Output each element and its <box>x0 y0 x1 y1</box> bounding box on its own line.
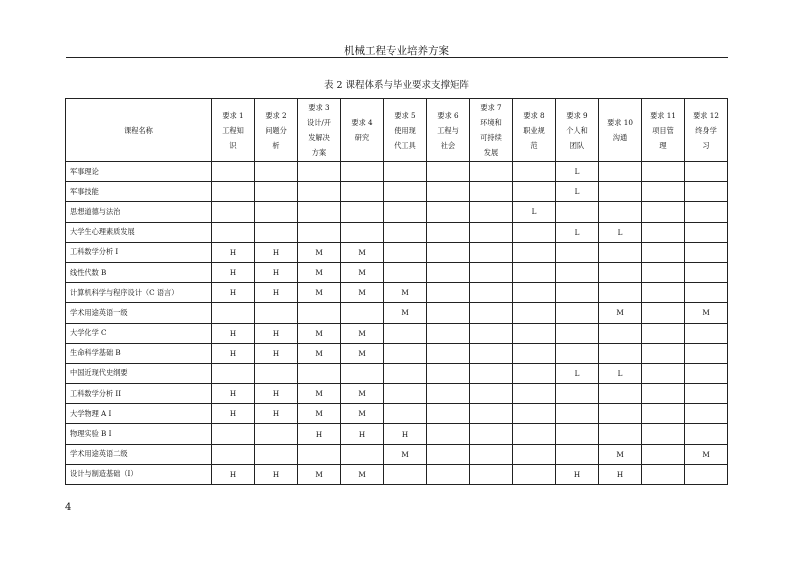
requirement-header-line: 可持续 <box>480 133 502 142</box>
support-level-cell <box>470 363 513 383</box>
page-header-title: 机械工程专业培养方案 <box>344 45 449 57</box>
support-level-cell: H <box>212 242 255 262</box>
requirement-header-line: 习 <box>702 140 710 150</box>
support-level-cell <box>685 283 728 303</box>
support-level-cell: H <box>212 464 255 484</box>
requirement-header-line: 要求 10 <box>607 118 633 127</box>
requirement-header-line: 使用现 <box>394 125 416 135</box>
support-level-cell <box>642 363 685 383</box>
support-level-cell: H <box>212 343 255 363</box>
support-level-cell <box>642 182 685 202</box>
support-level-cell: M <box>341 464 384 484</box>
support-level-cell: M <box>298 464 341 484</box>
requirement-header-line: 要求 4 <box>351 118 373 127</box>
support-level-cell <box>642 222 685 242</box>
support-level-cell <box>255 162 298 182</box>
support-level-cell <box>556 262 599 282</box>
support-level-cell <box>298 202 341 222</box>
support-level-cell: H <box>341 424 384 444</box>
support-level-cell: M <box>341 404 384 424</box>
support-level-cell <box>685 343 728 363</box>
course-name-cell: 大学化学 C <box>66 323 212 343</box>
table-header-row <box>66 99 728 162</box>
table-row <box>66 162 728 182</box>
support-level-cell <box>513 222 556 242</box>
support-level-cell <box>513 303 556 323</box>
support-level-cell <box>513 162 556 182</box>
requirement-header-line: 研究 <box>354 133 370 142</box>
support-level-cell <box>298 444 341 464</box>
support-level-cell: H <box>255 283 298 303</box>
support-level-cell <box>642 202 685 222</box>
support-level-cell <box>384 343 427 363</box>
table-row <box>66 262 728 282</box>
support-level-cell <box>384 384 427 404</box>
requirement-header-8 <box>513 99 556 162</box>
support-level-cell <box>556 202 599 222</box>
support-level-cell <box>599 283 642 303</box>
table-body <box>66 162 728 485</box>
requirement-header-line: 终身学 <box>695 125 717 135</box>
support-level-cell: L <box>599 363 642 383</box>
support-level-cell <box>642 424 685 444</box>
support-level-cell <box>470 222 513 242</box>
support-level-cell <box>341 182 384 202</box>
support-level-cell <box>685 182 728 202</box>
support-level-cell <box>470 283 513 303</box>
support-level-cell <box>470 262 513 282</box>
support-level-cell <box>341 303 384 323</box>
support-level-cell <box>427 384 470 404</box>
course-name-cell: 大学生心理素质发展 <box>66 222 212 242</box>
support-level-cell <box>427 464 470 484</box>
support-level-cell: H <box>212 323 255 343</box>
requirement-header-line: 项目管 <box>652 125 674 135</box>
table-row <box>66 242 728 262</box>
support-level-cell: M <box>384 444 427 464</box>
support-level-cell <box>470 162 513 182</box>
support-level-cell <box>599 424 642 444</box>
support-level-cell <box>298 222 341 242</box>
support-level-cell <box>384 363 427 383</box>
support-level-cell <box>599 162 642 182</box>
support-level-cell: H <box>212 283 255 303</box>
support-level-cell <box>427 343 470 363</box>
requirement-header-line: 识 <box>229 140 237 150</box>
support-level-cell: M <box>599 444 642 464</box>
course-name-cell: 工科数学分析 II <box>66 384 212 404</box>
support-level-cell <box>556 384 599 404</box>
support-level-cell <box>556 424 599 444</box>
support-level-cell <box>427 283 470 303</box>
requirement-header-line: 职业规 <box>523 125 545 135</box>
header-rule <box>66 57 728 58</box>
support-level-cell: H <box>298 424 341 444</box>
support-level-cell <box>470 303 513 323</box>
support-level-cell: M <box>685 444 728 464</box>
support-level-cell: M <box>298 384 341 404</box>
requirement-header-line: 要求 3 <box>308 103 330 112</box>
course-name-cell: 军事理论 <box>66 162 212 182</box>
course-name-cell: 计算机科学与程序设计（C 语言） <box>66 283 212 303</box>
support-level-cell <box>384 222 427 242</box>
course-name-cell: 生命科学基础 B <box>66 343 212 363</box>
requirement-header-2 <box>255 99 298 162</box>
support-level-cell: M <box>298 404 341 424</box>
support-level-cell <box>384 323 427 343</box>
table-row <box>66 303 728 323</box>
support-level-cell <box>599 202 642 222</box>
requirement-header-7 <box>470 99 513 162</box>
support-level-cell: H <box>255 343 298 363</box>
support-level-cell <box>427 202 470 222</box>
support-level-cell: M <box>298 242 341 262</box>
course-name-cell: 学术用途英语一级 <box>66 303 212 323</box>
support-level-cell <box>513 323 556 343</box>
table-row <box>66 363 728 383</box>
requirement-header-line: 要求 11 <box>650 110 676 120</box>
support-level-cell <box>685 363 728 383</box>
support-level-cell <box>513 242 556 262</box>
support-level-cell <box>513 404 556 424</box>
support-level-cell <box>384 162 427 182</box>
support-level-cell <box>685 323 728 343</box>
support-level-cell: M <box>341 343 384 363</box>
requirement-header-11 <box>642 99 685 162</box>
support-level-cell: H <box>255 262 298 282</box>
support-level-cell: H <box>556 464 599 484</box>
support-level-cell <box>513 424 556 444</box>
requirement-header-line: 社会 <box>440 140 456 150</box>
requirement-header-line: 要求 6 <box>437 110 459 120</box>
requirement-header-line: 设计/开 <box>307 118 331 127</box>
table-caption: 表 2 课程体系与毕业要求支撑矩阵 <box>323 80 470 91</box>
requirement-header-1 <box>212 99 255 162</box>
requirement-header-line: 范 <box>530 140 538 150</box>
support-matrix-table <box>65 98 728 485</box>
support-level-cell: L <box>599 222 642 242</box>
support-level-cell <box>255 182 298 202</box>
support-level-cell <box>642 242 685 262</box>
support-level-cell <box>556 444 599 464</box>
support-level-cell <box>384 182 427 202</box>
support-level-cell: H <box>255 384 298 404</box>
requirement-header-line: 要求 9 <box>566 110 588 120</box>
support-level-cell: H <box>255 323 298 343</box>
support-level-cell <box>642 162 685 182</box>
support-level-cell <box>642 464 685 484</box>
requirement-header-line: 析 <box>272 140 280 150</box>
support-level-cell <box>685 464 728 484</box>
requirement-header-line: 理 <box>659 140 667 150</box>
support-level-cell <box>599 323 642 343</box>
support-level-cell <box>341 222 384 242</box>
support-level-cell <box>255 444 298 464</box>
support-level-cell: H <box>384 424 427 444</box>
support-level-cell: L <box>556 162 599 182</box>
support-level-cell <box>212 202 255 222</box>
course-name-cell: 思想道德与法治 <box>66 202 212 222</box>
support-level-cell: M <box>298 283 341 303</box>
support-level-cell <box>685 162 728 182</box>
support-level-cell: H <box>255 404 298 424</box>
support-level-cell: M <box>341 283 384 303</box>
support-level-cell <box>599 182 642 202</box>
support-level-cell <box>427 303 470 323</box>
support-level-cell: L <box>556 222 599 242</box>
support-level-cell <box>642 303 685 323</box>
support-level-cell <box>642 343 685 363</box>
support-level-cell <box>298 182 341 202</box>
support-level-cell <box>384 202 427 222</box>
requirement-header-9 <box>556 99 599 162</box>
support-level-cell <box>427 262 470 282</box>
support-level-cell <box>255 303 298 323</box>
support-level-cell <box>212 444 255 464</box>
requirement-header-line: 环境和 <box>480 118 502 127</box>
requirement-header-line: 要求 2 <box>265 110 287 120</box>
requirement-header-line: 发展 <box>483 148 499 157</box>
table-row <box>66 323 728 343</box>
requirement-header-line: 要求 7 <box>480 103 502 112</box>
requirement-header-6 <box>427 99 470 162</box>
support-level-cell <box>384 404 427 424</box>
support-level-cell <box>470 404 513 424</box>
support-level-cell: M <box>341 242 384 262</box>
requirement-header-line: 代工具 <box>394 140 416 150</box>
support-level-cell <box>427 162 470 182</box>
support-level-cell: M <box>384 283 427 303</box>
support-level-cell <box>341 444 384 464</box>
support-level-cell <box>642 262 685 282</box>
support-level-cell <box>513 363 556 383</box>
support-level-cell <box>513 384 556 404</box>
support-level-cell: M <box>298 343 341 363</box>
support-level-cell <box>298 303 341 323</box>
support-level-cell: M <box>599 303 642 323</box>
support-level-cell <box>556 343 599 363</box>
support-level-cell <box>642 404 685 424</box>
support-level-cell <box>685 404 728 424</box>
support-level-cell: L <box>556 363 599 383</box>
course-name-cell: 工科数学分析 I <box>66 242 212 262</box>
support-level-cell <box>212 303 255 323</box>
course-name-header: 课程名称 <box>66 99 212 162</box>
requirement-header-line: 团队 <box>569 140 585 150</box>
support-level-cell <box>427 182 470 202</box>
support-level-cell <box>427 363 470 383</box>
support-level-cell: M <box>341 384 384 404</box>
support-level-cell <box>513 343 556 363</box>
support-level-cell <box>255 424 298 444</box>
support-level-cell <box>427 242 470 262</box>
support-level-cell <box>427 323 470 343</box>
requirement-header-line: 要求 1 <box>222 110 244 120</box>
support-level-cell <box>212 363 255 383</box>
support-level-cell <box>212 424 255 444</box>
support-level-cell: H <box>599 464 642 484</box>
table-row <box>66 424 728 444</box>
support-level-cell <box>513 182 556 202</box>
support-level-cell <box>513 283 556 303</box>
course-name-cell: 线性代数 B <box>66 262 212 282</box>
support-level-cell <box>599 262 642 282</box>
table-row <box>66 444 728 464</box>
requirement-header-10 <box>599 99 642 162</box>
support-level-cell <box>599 242 642 262</box>
requirement-header-3 <box>298 99 341 162</box>
support-level-cell <box>685 202 728 222</box>
table-row <box>66 202 728 222</box>
course-name-cell: 设计与制造基础（I） <box>66 464 212 484</box>
support-level-cell: H <box>255 242 298 262</box>
support-level-cell <box>599 343 642 363</box>
support-level-cell <box>470 464 513 484</box>
support-level-cell <box>470 202 513 222</box>
requirement-header-12 <box>685 99 728 162</box>
support-level-cell <box>556 303 599 323</box>
support-level-cell <box>513 444 556 464</box>
table-row <box>66 404 728 424</box>
requirement-header-line: 工程与 <box>437 125 459 135</box>
requirement-header-line: 沟通 <box>612 133 628 142</box>
requirement-header-line: 问题分 <box>265 125 287 135</box>
course-name-cell: 物理实验 B I <box>66 424 212 444</box>
support-level-cell <box>556 323 599 343</box>
requirement-header-line: 方案 <box>311 148 327 157</box>
page-number: 4 <box>65 502 72 513</box>
support-level-cell <box>384 262 427 282</box>
support-level-cell <box>341 162 384 182</box>
support-level-cell <box>341 202 384 222</box>
requirement-header-line: 发解决 <box>308 133 330 142</box>
support-level-cell <box>642 323 685 343</box>
support-level-cell <box>212 222 255 242</box>
table-row <box>66 283 728 303</box>
support-level-cell: H <box>212 384 255 404</box>
requirement-header-line: 要求 12 <box>693 110 719 120</box>
support-level-cell <box>513 262 556 282</box>
support-level-cell <box>599 404 642 424</box>
requirement-header-line: 个人和 <box>566 125 588 135</box>
support-level-cell <box>556 242 599 262</box>
support-level-cell: H <box>212 404 255 424</box>
support-level-cell <box>470 343 513 363</box>
support-level-cell: H <box>212 262 255 282</box>
support-level-cell: M <box>341 262 384 282</box>
support-level-cell <box>513 464 556 484</box>
support-level-cell <box>470 424 513 444</box>
requirement-header-line: 要求 8 <box>523 110 545 120</box>
support-level-cell: M <box>298 323 341 343</box>
support-level-cell <box>642 283 685 303</box>
support-level-cell <box>685 262 728 282</box>
support-level-cell <box>427 222 470 242</box>
support-level-cell <box>685 424 728 444</box>
support-level-cell <box>298 162 341 182</box>
table-row <box>66 343 728 363</box>
requirement-header-line: 要求 5 <box>394 110 416 120</box>
support-level-cell <box>685 222 728 242</box>
support-level-cell <box>212 182 255 202</box>
support-level-cell <box>470 242 513 262</box>
support-level-cell <box>470 384 513 404</box>
support-level-cell <box>470 182 513 202</box>
requirement-header-4 <box>341 99 384 162</box>
support-level-cell: L <box>513 202 556 222</box>
support-level-cell <box>427 444 470 464</box>
table-row <box>66 384 728 404</box>
table-row <box>66 464 728 484</box>
support-level-cell <box>470 444 513 464</box>
support-level-cell <box>255 363 298 383</box>
table-row <box>66 222 728 242</box>
requirement-header-5 <box>384 99 427 162</box>
support-level-cell <box>384 464 427 484</box>
course-name-cell: 中国近现代史纲要 <box>66 363 212 383</box>
support-level-cell <box>341 363 384 383</box>
support-level-cell <box>384 242 427 262</box>
support-level-cell <box>470 323 513 343</box>
support-level-cell <box>642 384 685 404</box>
course-name-cell: 军事技能 <box>66 182 212 202</box>
support-level-cell <box>298 363 341 383</box>
support-level-cell <box>685 384 728 404</box>
support-level-cell: L <box>556 182 599 202</box>
table-row <box>66 182 728 202</box>
support-level-cell: M <box>685 303 728 323</box>
support-level-cell <box>212 162 255 182</box>
course-name-cell: 学术用途英语二级 <box>66 444 212 464</box>
support-level-cell: M <box>298 262 341 282</box>
support-level-cell <box>642 444 685 464</box>
support-level-cell: M <box>384 303 427 323</box>
course-name-cell: 大学物理 A I <box>66 404 212 424</box>
support-level-cell <box>427 424 470 444</box>
support-level-cell <box>427 404 470 424</box>
support-level-cell <box>556 404 599 424</box>
support-level-cell: M <box>341 323 384 343</box>
support-level-cell <box>599 384 642 404</box>
support-level-cell <box>685 242 728 262</box>
support-level-cell <box>556 283 599 303</box>
support-level-cell <box>255 202 298 222</box>
support-level-cell <box>255 222 298 242</box>
requirement-header-line: 工程知 <box>222 125 244 135</box>
support-level-cell: H <box>255 464 298 484</box>
